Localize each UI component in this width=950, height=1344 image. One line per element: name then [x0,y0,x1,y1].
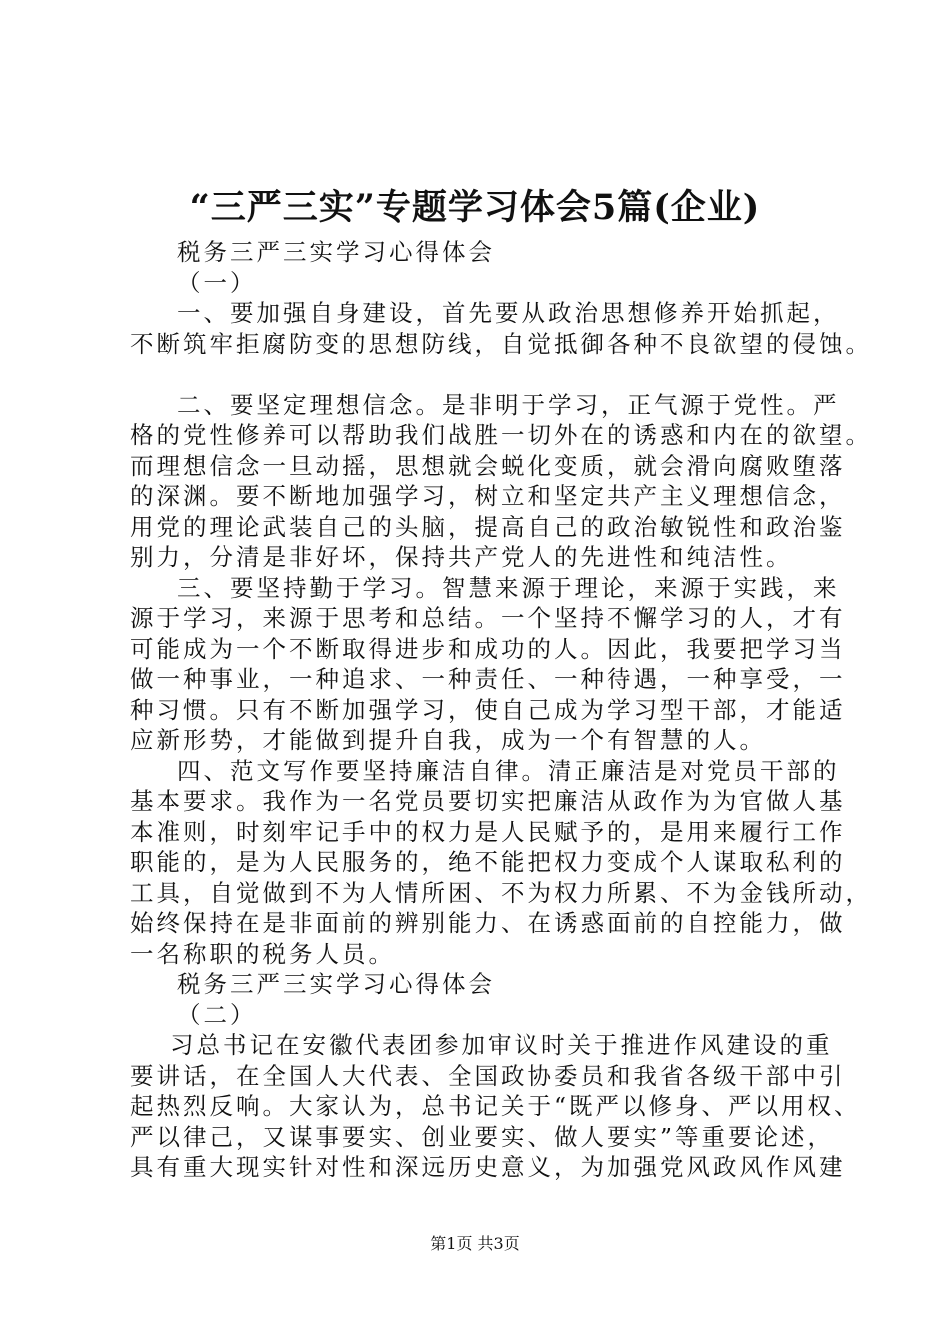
paragraph-line: 种习惯。只有不断加强学习，使自己成为学习型干部，才能适 [130,695,846,724]
page-footer: 第1页 共3页 [430,1234,520,1253]
paragraph-line: 一名称职的税务人员。 [130,939,395,968]
paragraph-line: 的深渊。要不断地加强学习，树立和坚定共产主义理想信念， [130,482,846,510]
paragraph-line: 始终保持在是非面前的辨别能力、在诱惑面前的自控能力，做 [130,909,846,937]
paragraph-line: 格的党性修养可以帮助我们战胜一切外在的诱惑和内在的欲望。 [130,421,872,449]
paragraph-line: 三、要坚持勤于学习。智慧来源于理论，来源于实践，来 [177,573,840,602]
document-body [130,237,872,1183]
paragraph-line: 别力，分清是非好坏，保持共产党人的先进性和纯洁性。 [130,543,793,571]
paragraph-line: 基本要求。我作为一名党员要切实把廉洁从政作为为官做人基 [130,787,846,815]
paragraph-line: 用党的理论武装自己的头脑，提高自己的政治敏锐性和政治鉴 [130,512,846,541]
paragraph-line: 源于学习，来源于思考和总结。一个坚持不懈学习的人，才有 [130,604,846,632]
paragraph-line: 职能的，是为人民服务的，绝不能把权力变成个人谋取私利的 [130,848,846,876]
paragraph-line: 二、要坚定理想信念。是非明于学习，正气源于党性。严 [177,390,840,419]
section-number: （一） [177,268,257,297]
paragraph-line: 而理想信念一旦动摇，思想就会蜕化变质，就会滑向腐败堕落 [130,451,846,480]
blank-line [130,359,835,390]
paragraph-line: 要讲话，在全国人大代表、全国政协委员和我省各级干部中引 [130,1061,846,1090]
section-heading: 税务三严三实学习心得体会 [177,238,495,266]
paragraph-line: 四、范文写作要坚持廉洁自律。清正廉洁是对党员干部的 [177,756,840,785]
paragraph-line: 习总书记在安徽代表团参加审议时关于推进作风建设的重 [170,1031,833,1059]
paragraph-line: 工具，自觉做到不为人情所困、不为权力所累、不为金钱所动， [130,878,872,907]
paragraph-line: 本准则，时刻牢记手中的权力是人民赋予的，是用来履行工作 [130,817,846,846]
section-number: （二） [177,1000,257,1029]
paragraph-line: 一、要加强自身建设，首先要从政治思想修养开始抓起， [177,299,840,327]
paragraph-line: 严以律己，又谋事要实、创业要实、做人要实”等重要论述， [130,1122,835,1151]
paragraph-line: 可能成为一个不断取得进步和成功的人。因此，我要把学习当 [130,634,846,663]
paragraph-line: 起热烈反响。大家认为，总书记关于“既严以修身、严以用权、 [130,1092,861,1120]
paragraph-line: 应新形势，才能做到提升自我，成为一个有智慧的人。 [130,726,766,754]
document-title: “三严三实”专题学习体会5篇(企业) [189,187,761,228]
section-heading: 税务三严三实学习心得体会 [177,970,495,998]
paragraph-line: 具有重大现实针对性和深远历史意义，为加强党风政风作风建 [130,1153,846,1181]
paragraph-line: 不断筑牢拒腐防变的思想防线，自觉抵御各种不良欲望的侵蚀。 [130,329,872,358]
paragraph-line: 做一种事业，一种追求、一种责任、一种待遇，一种享受，一 [130,665,846,693]
